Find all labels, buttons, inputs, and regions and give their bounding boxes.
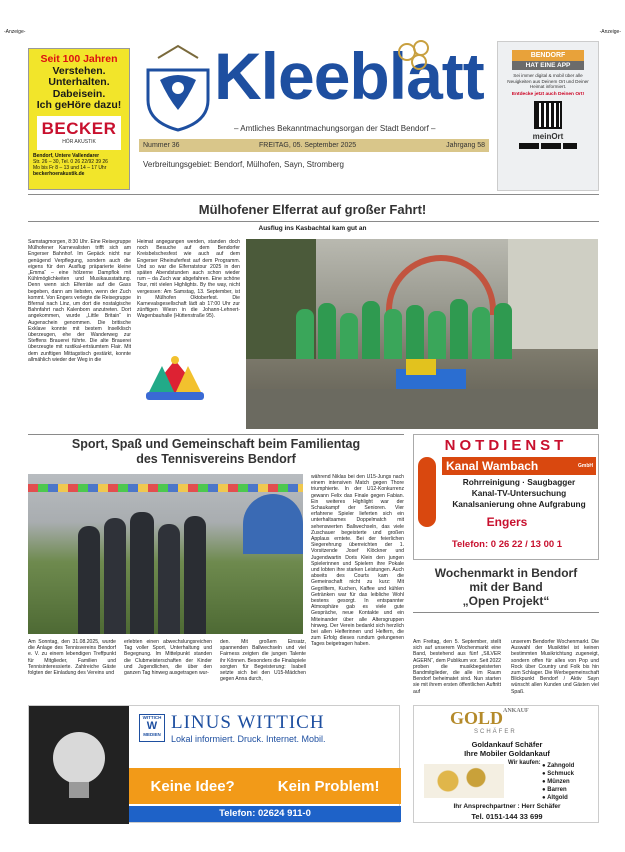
play-store-icon[interactable] [541, 143, 561, 149]
article3-col2: unserem Bendorfer Wochenmarkt. Die Auswahl der Musiktitel ist keinen bestimmten Musikrichtung zugeneigt, sondern offen für alles von Pop und Rock über Country und Folk bis hin zum Schlager. Die Werbegemeinschaft Blickpunkt Bendorf / Aktiv Sayn wünscht allen Kunden und Gästen viel Spaß. [511, 639, 599, 695]
gold-jewelry-image [424, 764, 504, 798]
company-name-bar: Kanal Wambach GmbH [442, 457, 596, 475]
wittich-slogan-bar: Keine Idee? Kein Problem! [129, 768, 401, 804]
coat-of-arms [138, 40, 218, 132]
becker-slogan: Seit 100 Jahren Verstehen. Unterhalten. Dabeisein. Ich geHöre dazu! [36, 53, 122, 111]
issue-date: FREITAG, 05. September 2025 [259, 142, 357, 149]
notdienst-title: NOTDIENST [444, 437, 568, 454]
top-right-tag: -Anzeige- [599, 29, 621, 35]
article2-photo [28, 474, 303, 634]
notdienst-town: Engers [486, 515, 528, 529]
social-icons[interactable] [563, 143, 577, 149]
article1-subheadline: Ausflug ins Kasbachtal kam gut an [258, 225, 367, 232]
gold-buy-label: Wir kaufen: [508, 760, 541, 766]
wittich-phone[interactable]: Telefon: 02624 911-0 [129, 806, 401, 822]
clover-icon [393, 38, 437, 74]
distribution-area: Verbreitungsgebiet: Bendorf, Mülhofen, Sayn, Stromberg [143, 160, 345, 169]
volume: Jahrgang 58 [446, 142, 485, 149]
store-badges[interactable] [498, 143, 598, 149]
article3-headline: Wochenmarkt in Bendorf mit der Band „Open Projekt“ [434, 566, 578, 608]
gold-logo-sub: SCHÄFER [474, 729, 517, 735]
qr-code-icon[interactable] [534, 101, 562, 129]
meinort-brand: meinOrt [532, 131, 564, 141]
issue-number: Nummer 36 [143, 142, 180, 149]
article1-photo [246, 239, 598, 429]
wittich-brand: LINUS WITTICH [171, 712, 325, 733]
article1-headline: Mülhofener Elferrat auf großer Fahrt! [198, 202, 427, 217]
becker-logo: BECKER HÖR AKUSTIK [37, 116, 121, 150]
ad-notdienst[interactable] [413, 434, 599, 560]
wittich-tagline: Lokal informiert. Druck. Internet. Mobil. [171, 734, 326, 744]
ad-becker[interactable] [28, 48, 130, 190]
services-list: Rohrreinigung · Saugbagger Kanal-TV-Untersuchung Kanalsanierung ohne Aufgrabung [452, 477, 586, 509]
article1-col2: Heimat angegangen werden, standen doch noch Besuche auf dem Bendorfer Kreisbelschesfest wie auch auf dem Engerser Rheinuferfest auf dem Programm. Und so war die Elferratstour 2025 in den späten Abendstunden auch schon wieder rum – da Zuch war abgefahren. Eine schöne Tour, mit vielen Highlights. By the way, nicht vergessen: Am Samstag, 13. September, ist in Mülhofen Oktoberfest. Die Karnevalsgesellschaft lädt ab 17:00 Uhr zur zünftigen Wiesn in die Johann-Lehnert-Wagenbauhalle (Hüttenstraße 95). [137, 239, 240, 320]
ad-goldankauf[interactable] [413, 705, 599, 823]
gold-logo: $GOLD^{ANKAUF}$ [450, 708, 529, 728]
article2-bottom-col3: den. Mit großem Einsatz, spannenden Ballwechseln und viel Fairness zeigten die jungen Talente ihr Können. Besonders die Finalspiele sorgten für Begeisterung: Isabell setzte sich bei den U15-Mädchen gegen Anna durch, [220, 639, 306, 683]
meinort-cta: Entdecke jetzt auch Deinen Ort! [511, 91, 585, 97]
article1-col1: Samstagmorgen, 8:30 Uhr. Eine Reisegruppe Mülhofener Karnevalisten trifft sich am Engerser Bahnhof. Im Gepäck nicht nur genügend Verpflegung, sondern auch die eigens für den Ausflug präparierte kleine „Emma“ – eine hölzerne Dampflok mit Kühlmöglichkeiten und Musikausstattung. Denn wenn sich Elferräte auf die Gass begeben, dann am liebsten, wenn der Zuch kommt. Von Engers verlegte die Reisegruppe Bfernal nach Linz, um dort die nostalgische Bahnfahrt nach Kalenborn anzutreten. Dort angekommen, wurde „Little Britain“ in Augenschein genommen. Die britische Exklave konnte mit bestem Inselklisch überzeugen, ehe der Wanderweg zur Steffens Brauerei führte. Die alte Brauerei überzeugte mit rustikal-erträumtem Flair. Mit dem zunftigen Mittagstisch gestärkt, konnte allmählich wieder der Weg in die [28, 239, 131, 363]
gold-contact: Ihr Ansprechpartner : Herr Schäfer [453, 803, 561, 810]
carnival-cap-image [140, 352, 210, 414]
masthead-info-bar [139, 139, 489, 152]
article2-bottom-col2: erlebten einen abwechslungsreichen Tag voller Sport, Unterhaltung und Begegnung. Im Mittelpunkt standen die Clubmeisterschaften der Kinder und Jugendlichen, die über den ganzen Tag hinweg ausgetragen wur- [124, 639, 212, 677]
app-store-icon[interactable] [519, 143, 539, 149]
article2-bottom-col1: Am Sonntag, den 31.08.2025, wurde die Anlage des Tennisvereins Bendorf e. V. zu einem lebendigen Treffpunkt für Mitglieder, Familien und Tennisinteressierte. Zahlreiche Gäste folgten der Einladung des Vereins und [28, 639, 116, 677]
becker-address: Bendorf, Untere Vallendarer Str. 26 – 30, Tel. 0 26 22/92 39 26 Mo bis Fr 8 – 13 und 14 – 17 Uhr beckerhoerakustik.de [33, 152, 108, 178]
notdienst-phone[interactable]: Telefon: 0 26 22 / 13 00 1 [451, 539, 563, 550]
masthead-subtitle: – Amtliches Bekanntmachungsorgan der Stadt Bendorf – [234, 124, 436, 133]
gold-headline: Goldankauf Schäfer Ihre Mobiler Goldankauf [464, 740, 550, 758]
ad-wittich[interactable] [28, 705, 400, 823]
wittich-logo: WITTICH W MEDIEN [139, 714, 165, 742]
masthead-title: Kleeblatt [214, 39, 484, 113]
app-badge-sub: HAT EINE APP [512, 61, 584, 70]
app-badge: BENDORF [512, 50, 584, 61]
lightbulb-icon [29, 706, 129, 824]
article3-col1: Am Freitag, den 5. September, stellt sich auf unserem Wochenmarkt eine Band, bestehend aus fünf „SILVER AGERN“, dem Publikum vor. Seit 2022 proben die musikbegeisterten Bandmitglieder, die alle im Raum Bendorf beheimatet sind. Nun starten sie mit ihrem ersten öffentlichen Auftritt auf [413, 639, 501, 695]
article2-right-col: während Niklas bei den U15-Jungs nach einem intensiven Match gegen Thore triumphierte. In der U12-Konkurrenz gewann Felix das Finale gegen Fabian. Ein weiteres Highlight war der Schaukampf der Senioren. Vier erfahrene Spieler lieferten sich ein unterhaltsames Doppelmatch mit sehenswerten Ballwechseln, das viele Zuschauer begeisterte und großen Applaus erntete. Bei der feierlichen Siegerehrung überreichten der 1. Vorsitzende Josef Klöckner und Jugendwartin Doris Klein den jungen Spielerinnen und Spielern ihre Pokale und lobten ihre starken Leistungen. Auch abseits des Courts kam die Gemeinschaft nicht zu kurz: Mit Gegrilltem, Kuchen, Kaffee und kühlen Getränken war für das leibliche Wohl bestens gesorgt. In entspannter Atmosphäre gab es viele gute Gespräche, neue Kontakte und ein Miteinander über alle Altersgruppen hinweg. Der Verein bedankt sich herzlich bei allen Helferinnen und Helfern, die zum Erfolg dieses rundum gelungenen Tages beigetragen haben. [311, 474, 404, 646]
gold-items: ● Zahngold ● Schmuck ● Münzen ● Barren ● Altgold [542, 763, 575, 801]
ad-meinort[interactable] [497, 41, 599, 191]
article2-headline: Sport, Spaß und Gemeinschaft beim Familientag des Tennisvereins Bendorf [71, 437, 361, 466]
meinort-text: Sei immer digital & mobil über alle Neuigkeiten aus Deinem Ort und Deiner Heimat informiert. [507, 73, 589, 90]
top-left-tag: -Anzeige- [4, 29, 26, 35]
gold-phone[interactable]: Tel. 0151-144 33 699 [471, 812, 543, 821]
